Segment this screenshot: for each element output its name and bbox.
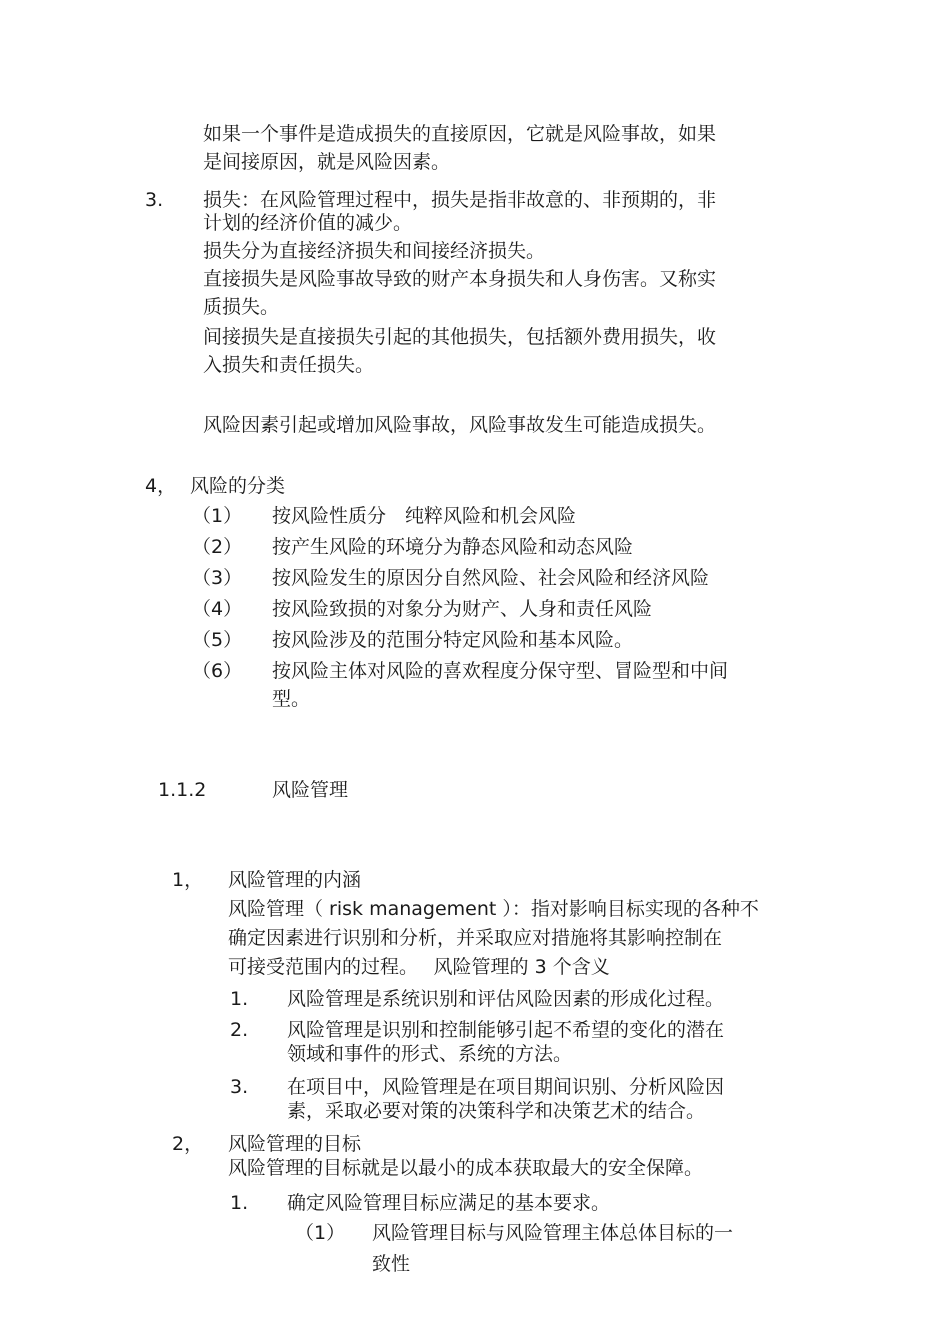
rm2-title: 风险管理的目标 [228, 1133, 362, 1155]
item4-sub6-text-cont: 型。 [272, 688, 311, 710]
rm1-sub2-text-cont: 领域和事件的形式、系统的方法。 [287, 1043, 573, 1065]
item3-line-3: 损失分为直接经济损失和间接经济损失。 [203, 240, 546, 262]
item4-sub1-text: 按风险性质分 纯粹风险和机会风险 [272, 505, 577, 527]
item3-number: 3. [145, 189, 164, 211]
section-number: 1.1.2 [158, 779, 207, 801]
rm1-sub3-text: 在项目中，风险管理是在项目期间识别、分析风险因 [287, 1076, 725, 1098]
item4-sub5-number: （5） [192, 629, 243, 651]
item3-line-4: 直接损失是风险事故导致的财产本身损失和人身伤害。又称实 [203, 268, 717, 290]
item4-sub2-number: （2） [192, 536, 243, 558]
rm2-sub1-text: 确定风险管理目标应满足的基本要求。 [287, 1192, 611, 1214]
item3-summary: 风险因素引起或增加风险事故，风险事故发生可能造成损失。 [203, 414, 717, 436]
item4-sub4-number: （4） [192, 598, 243, 620]
item4-sub3-text: 按风险发生的原因分自然风险、社会风险和经济风险 [272, 567, 710, 589]
rm1-line-1: 风险管理（ risk management ）：指对影响目标实现的各种不 [228, 898, 759, 920]
item4-number: 4， [145, 475, 177, 497]
rm1-sub3-number: 3. [230, 1076, 249, 1098]
item4-sub3-number: （3） [192, 567, 243, 589]
rm1-line-3: 可接受范围内的过程。 风险管理的 3 个含义 [228, 956, 610, 978]
item4-sub5-text: 按风险涉及的范围分特定风险和基本风险。 [272, 629, 634, 651]
item4-sub2-text: 按产生风险的环境分为静态风险和动态风险 [272, 536, 634, 558]
rm2-line-1: 风险管理的目标就是以最小的成本获取最大的安全保障。 [228, 1157, 704, 1179]
rm1-sub2-number: 2. [230, 1019, 249, 1041]
rm2-subsub1-number: （1） [295, 1222, 346, 1244]
rm1-title: 风险管理的内涵 [228, 869, 362, 891]
rm1-sub1-text: 风险管理是系统识别和评估风险因素的形成化过程。 [287, 988, 725, 1010]
item3-line-1: 损失：在风险管理过程中，损失是指非故意的、非预期的，非 [203, 189, 717, 211]
rm2-subsub1-text: 风险管理目标与风险管理主体总体目标的一 [372, 1222, 734, 1244]
rm1-sub1-number: 1. [230, 988, 249, 1010]
item4-sub6-text: 按风险主体对风险的喜欢程度分保守型、冒险型和中间 [272, 660, 729, 682]
rm1-sub3-text-cont: 素，采取必要对策的决策科学和决策艺术的结合。 [287, 1100, 706, 1122]
section-title: 风险管理 [272, 779, 349, 801]
intro-line-2: 是间接原因，就是风险因素。 [203, 151, 451, 173]
item4-title: 风险的分类 [190, 475, 286, 497]
item3-line-5: 质损失。 [203, 296, 280, 318]
rm2-number: 2， [172, 1133, 204, 1155]
item4-sub6-number: （6） [192, 660, 243, 682]
rm1-number: 1， [172, 869, 204, 891]
rm1-line-2: 确定因素进行识别和分析，并采取应对措施将其影响控制在 [228, 927, 723, 949]
rm2-sub1-number: 1. [230, 1192, 249, 1214]
item3-line-6: 间接损失是直接损失引起的其他损失，包括额外费用损失，收 [203, 326, 717, 348]
intro-line-1: 如果一个事件是造成损失的直接原因，它就是风险事故，如果 [203, 123, 717, 145]
item3-line-7: 入损失和责任损失。 [203, 354, 375, 376]
item3-line-2: 计划的经济价值的减少。 [203, 212, 413, 234]
rm1-sub2-text: 风险管理是识别和控制能够引起不希望的变化的潜在 [287, 1019, 725, 1041]
item4-sub1-number: （1） [192, 505, 243, 527]
rm2-subsub1-text-cont: 致性 [372, 1253, 411, 1275]
item4-sub4-text: 按风险致损的对象分为财产、人身和责任风险 [272, 598, 653, 620]
